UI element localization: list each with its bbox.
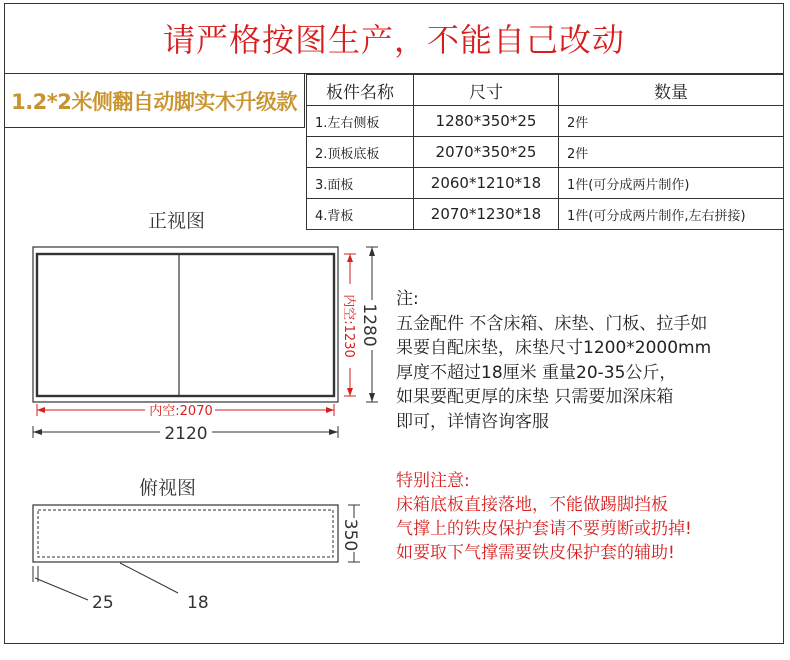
- part-name: 1.左右侧板: [307, 106, 414, 137]
- note-line: 如果要配更厚的床垫 只需要加深床箱: [396, 387, 674, 407]
- part-size: 1280*350*25: [414, 106, 559, 137]
- side-thickness-label: 25: [92, 593, 114, 613]
- header-size: 尺寸: [414, 75, 559, 106]
- part-qty: 2件: [559, 106, 784, 137]
- front-view-title: 正视图: [148, 210, 206, 232]
- inner-width-dimension: [37, 403, 334, 419]
- front-outer-frame: [33, 247, 338, 402]
- warning-line: 气撑上的铁皮保护套请不要剪断或扔掉!: [396, 519, 692, 539]
- part-size: 2070*350*25: [414, 137, 559, 168]
- note-line: 果要自配床垫，床垫尺寸1200*2000mm: [396, 338, 712, 358]
- inner-height-dimension: [341, 254, 357, 396]
- top-view-title: 俯视图: [139, 477, 197, 499]
- top-inner-outline: [38, 510, 333, 557]
- outer-height-label: 1280: [359, 303, 379, 347]
- panel-thickness-label: 18: [187, 593, 209, 613]
- special-warning: [396, 469, 692, 565]
- depth-label: 350: [340, 518, 360, 552]
- part-qty: 1件(可分成两片制作,左右拼接): [559, 199, 784, 230]
- warning-line: 床箱底板直接落地，不能做踢脚挡板: [396, 495, 668, 515]
- header-part-name: 板件名称: [307, 75, 414, 106]
- header-quantity: 数量: [559, 75, 784, 106]
- page-title: 请严格按图生产，不能自己改动: [162, 21, 625, 59]
- part-name: 3.面板: [307, 168, 414, 199]
- note-line: 即可，详情咨询客服: [396, 411, 549, 432]
- hardware-note: [396, 287, 711, 434]
- note-line: 五金配件 不含床箱、床垫、门板、拉手如: [396, 313, 708, 334]
- depth-dimension: [340, 505, 360, 562]
- part-name: 4.背板: [307, 199, 414, 230]
- outer-width-dimension: [33, 424, 338, 444]
- outer-width-label: 2120: [164, 424, 208, 444]
- top-outer-frame: [33, 505, 338, 562]
- part-name: 2.顶板底板: [307, 137, 414, 168]
- inner-height-label: 内空:1230: [341, 294, 356, 358]
- front-view-drawing: [33, 247, 338, 402]
- note-line: 注:: [396, 289, 419, 309]
- warning-line: 特别注意:: [396, 471, 470, 491]
- warning-line: 如要取下气撑需要铁皮保护套的辅助!: [396, 543, 675, 563]
- part-size: 2060*1210*18: [414, 168, 559, 199]
- outer-height-dimension: [359, 247, 379, 402]
- top-view-drawing: [33, 505, 338, 562]
- inner-width-label: 内空:2070: [149, 404, 213, 419]
- note-line: 厚度不超过18厘米 重量20-35公斤，: [396, 362, 677, 383]
- model-name: 1.2*2米侧翻自动脚实木升级款: [11, 89, 297, 114]
- thickness-callouts: [33, 563, 209, 613]
- front-inner-frame: [37, 254, 334, 396]
- part-qty: 1件(可分成两片制作): [559, 168, 784, 199]
- part-size: 2070*1230*18: [414, 199, 559, 230]
- part-qty: 2件: [559, 137, 784, 168]
